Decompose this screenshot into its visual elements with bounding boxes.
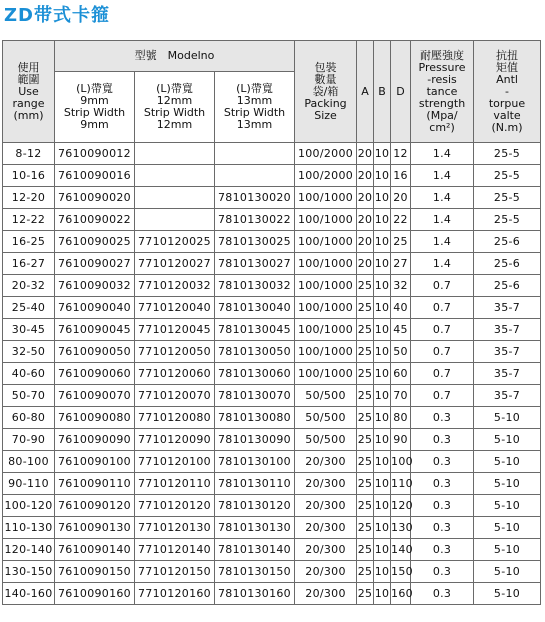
cell-torque: 25-5 (474, 165, 541, 187)
cell-use-range: 16-25 (3, 231, 55, 253)
cell-d: 160 (391, 583, 411, 605)
cell-pressure: 1.4 (411, 187, 474, 209)
table-row (3, 275, 541, 297)
cell-b: 10 (374, 341, 391, 363)
cell-use-range: 8-12 (3, 143, 55, 165)
cell-packing: 100/2000 (295, 165, 357, 187)
cell-model-9mm: 7610090020 (55, 187, 135, 209)
cell-b: 10 (374, 407, 391, 429)
cell-packing: 20/300 (295, 539, 357, 561)
cell-model-9mm: 7610090120 (55, 495, 135, 517)
cell-model-13mm: 7810130160 (215, 583, 295, 605)
cell-model-9mm: 7610090150 (55, 561, 135, 583)
header-b: B (374, 41, 391, 143)
cell-b: 10 (374, 275, 391, 297)
cell-model-9mm: 7610090027 (55, 253, 135, 275)
cell-torque: 25-6 (474, 253, 541, 275)
cell-b: 10 (374, 385, 391, 407)
cell-model-12mm: 7710120100 (135, 451, 215, 473)
header-pressure: 耐壓強度 Pressure -resis tance strength (Mpa/ cm²) (411, 41, 474, 143)
cell-torque: 5-10 (474, 407, 541, 429)
header-torque: 抗扭 矩值 Antl - torpue valte (N.m) (474, 41, 541, 143)
cell-use-range: 20-32 (3, 275, 55, 297)
cell-model-13mm: 7810130120 (215, 495, 295, 517)
cell-model-12mm: 7710120160 (135, 583, 215, 605)
cell-model-13mm: 7810130130 (215, 517, 295, 539)
cell-pressure: 0.3 (411, 429, 474, 451)
cell-pressure: 0.3 (411, 451, 474, 473)
cell-a: 25 (357, 539, 374, 561)
cell-d: 80 (391, 407, 411, 429)
cell-model-13mm: 7810130100 (215, 451, 295, 473)
cell-model-12mm: 7710120140 (135, 539, 215, 561)
cell-model-9mm: 7610090022 (55, 209, 135, 231)
cell-torque: 25-6 (474, 231, 541, 253)
cell-use-range: 16-27 (3, 253, 55, 275)
table-row (3, 209, 541, 231)
cell-d: 120 (391, 495, 411, 517)
cell-model-13mm: 7810130045 (215, 319, 295, 341)
cell-torque: 5-10 (474, 517, 541, 539)
table-row (3, 231, 541, 253)
cell-a: 20 (357, 231, 374, 253)
cell-torque: 25-5 (474, 143, 541, 165)
cell-pressure: 0.7 (411, 297, 474, 319)
table-row (3, 561, 541, 583)
cell-d: 130 (391, 517, 411, 539)
cell-torque: 5-10 (474, 583, 541, 605)
cell-torque: 35-7 (474, 385, 541, 407)
cell-model-12mm: 7710120027 (135, 253, 215, 275)
cell-torque: 5-10 (474, 495, 541, 517)
cell-b: 10 (374, 143, 391, 165)
cell-model-13mm: 7810130140 (215, 539, 295, 561)
cell-use-range: 120-140 (3, 539, 55, 561)
cell-use-range: 60-80 (3, 407, 55, 429)
cell-d: 22 (391, 209, 411, 231)
cell-model-12mm (135, 143, 215, 165)
cell-a: 25 (357, 363, 374, 385)
cell-model-9mm: 7610090060 (55, 363, 135, 385)
cell-packing: 100/1000 (295, 253, 357, 275)
cell-pressure: 1.4 (411, 209, 474, 231)
cell-use-range: 12-20 (3, 187, 55, 209)
cell-model-9mm: 7610090040 (55, 297, 135, 319)
cell-packing: 100/1000 (295, 341, 357, 363)
cell-packing: 100/2000 (295, 143, 357, 165)
cell-use-range: 100-120 (3, 495, 55, 517)
cell-torque: 25-5 (474, 209, 541, 231)
cell-model-12mm (135, 209, 215, 231)
header-a: A (357, 41, 374, 143)
cell-model-12mm: 7710120060 (135, 363, 215, 385)
cell-model-9mm: 7610090160 (55, 583, 135, 605)
cell-use-range: 25-40 (3, 297, 55, 319)
cell-a: 20 (357, 253, 374, 275)
cell-pressure: 0.3 (411, 407, 474, 429)
cell-pressure: 0.3 (411, 561, 474, 583)
cell-a: 25 (357, 517, 374, 539)
cell-a: 25 (357, 275, 374, 297)
cell-packing: 100/1000 (295, 319, 357, 341)
cell-torque: 5-10 (474, 561, 541, 583)
cell-a: 25 (357, 473, 374, 495)
cell-model-13mm: 7810130070 (215, 385, 295, 407)
cell-d: 70 (391, 385, 411, 407)
cell-model-9mm: 7610090025 (55, 231, 135, 253)
cell-pressure: 0.3 (411, 539, 474, 561)
cell-d: 27 (391, 253, 411, 275)
table-row (3, 165, 541, 187)
cell-model-9mm: 7610090110 (55, 473, 135, 495)
cell-model-12mm: 7710120080 (135, 407, 215, 429)
cell-b: 10 (374, 187, 391, 209)
cell-d: 12 (391, 143, 411, 165)
cell-model-13mm: 7810130150 (215, 561, 295, 583)
cell-pressure: 0.7 (411, 363, 474, 385)
header-packing: 包裝 數量 袋/箱 Packing Size (295, 41, 357, 143)
cell-torque: 5-10 (474, 473, 541, 495)
cell-d: 25 (391, 231, 411, 253)
table-row (3, 539, 541, 561)
cell-pressure: 0.7 (411, 275, 474, 297)
cell-packing: 20/300 (295, 473, 357, 495)
cell-b: 10 (374, 517, 391, 539)
cell-d: 90 (391, 429, 411, 451)
cell-d: 150 (391, 561, 411, 583)
header-row-top (3, 41, 541, 72)
cell-a: 25 (357, 583, 374, 605)
table-row (3, 583, 541, 605)
cell-a: 25 (357, 297, 374, 319)
cell-packing: 50/500 (295, 385, 357, 407)
cell-model-13mm: 7810130025 (215, 231, 295, 253)
cell-model-9mm: 7610090016 (55, 165, 135, 187)
cell-b: 10 (374, 297, 391, 319)
cell-packing: 20/300 (295, 517, 357, 539)
cell-a: 25 (357, 495, 374, 517)
cell-packing: 100/1000 (295, 275, 357, 297)
cell-model-13mm: 7810130027 (215, 253, 295, 275)
cell-a: 25 (357, 451, 374, 473)
cell-model-13mm: 7810130050 (215, 341, 295, 363)
cell-pressure: 1.4 (411, 231, 474, 253)
cell-model-12mm: 7710120032 (135, 275, 215, 297)
cell-a: 25 (357, 319, 374, 341)
cell-d: 45 (391, 319, 411, 341)
cell-packing: 100/1000 (295, 187, 357, 209)
spec-table (2, 40, 541, 605)
cell-model-9mm: 7610090012 (55, 143, 135, 165)
cell-model-13mm: 7810130020 (215, 187, 295, 209)
cell-packing: 20/300 (295, 451, 357, 473)
cell-model-12mm: 7710120090 (135, 429, 215, 451)
cell-use-range: 40-60 (3, 363, 55, 385)
header-d: D (391, 41, 411, 143)
cell-use-range: 140-160 (3, 583, 55, 605)
cell-use-range: 110-130 (3, 517, 55, 539)
cell-d: 110 (391, 473, 411, 495)
cell-model-12mm: 7710120110 (135, 473, 215, 495)
cell-d: 100 (391, 451, 411, 473)
cell-model-12mm (135, 165, 215, 187)
header-strip-13: (L)帶寬 13mm Strip Width 13mm (215, 72, 295, 143)
cell-b: 10 (374, 165, 391, 187)
cell-d: 40 (391, 297, 411, 319)
cell-model-13mm: 7810130060 (215, 363, 295, 385)
cell-b: 10 (374, 451, 391, 473)
table-row (3, 407, 541, 429)
cell-model-9mm: 7610090050 (55, 341, 135, 363)
table-row (3, 363, 541, 385)
cell-d: 50 (391, 341, 411, 363)
cell-model-13mm: 7810130040 (215, 297, 295, 319)
cell-model-12mm: 7710120070 (135, 385, 215, 407)
cell-use-range: 50-70 (3, 385, 55, 407)
cell-use-range: 130-150 (3, 561, 55, 583)
cell-torque: 5-10 (474, 451, 541, 473)
table-row (3, 143, 541, 165)
cell-b: 10 (374, 209, 391, 231)
header-use-range: 使用 範圍 Use range (mm) (3, 41, 55, 143)
cell-a: 20 (357, 187, 374, 209)
cell-b: 10 (374, 473, 391, 495)
table-row (3, 341, 541, 363)
cell-model-9mm: 7610090045 (55, 319, 135, 341)
cell-b: 10 (374, 561, 391, 583)
cell-model-9mm: 7610090130 (55, 517, 135, 539)
cell-pressure: 1.4 (411, 143, 474, 165)
table-row (3, 385, 541, 407)
cell-model-13mm: 7810130080 (215, 407, 295, 429)
table-row (3, 253, 541, 275)
cell-model-12mm: 7710120050 (135, 341, 215, 363)
cell-a: 20 (357, 209, 374, 231)
cell-d: 20 (391, 187, 411, 209)
cell-model-12mm: 7710120040 (135, 297, 215, 319)
page-title: ZD带式卡箍 (4, 5, 110, 26)
cell-model-12mm: 7710120150 (135, 561, 215, 583)
header-strip-9: (L)帶寬 9mm Strip Width 9mm (55, 72, 135, 143)
cell-packing: 100/1000 (295, 231, 357, 253)
cell-b: 10 (374, 539, 391, 561)
cell-use-range: 30-45 (3, 319, 55, 341)
cell-packing: 50/500 (295, 407, 357, 429)
cell-pressure: 0.7 (411, 319, 474, 341)
cell-model-9mm: 7610090080 (55, 407, 135, 429)
cell-packing: 50/500 (295, 429, 357, 451)
header-strip-12: (L)帶寬 12mm Strip Width 12mm (135, 72, 215, 143)
cell-pressure: 0.3 (411, 495, 474, 517)
cell-b: 10 (374, 495, 391, 517)
cell-model-9mm: 7610090100 (55, 451, 135, 473)
cell-torque: 25-6 (474, 275, 541, 297)
cell-a: 25 (357, 341, 374, 363)
table-row (3, 297, 541, 319)
cell-torque: 35-7 (474, 341, 541, 363)
cell-b: 10 (374, 231, 391, 253)
cell-use-range: 80-100 (3, 451, 55, 473)
cell-model-9mm: 7610090032 (55, 275, 135, 297)
cell-a: 25 (357, 429, 374, 451)
cell-pressure: 0.7 (411, 385, 474, 407)
table-body (3, 143, 541, 605)
cell-pressure: 0.3 (411, 583, 474, 605)
cell-pressure: 0.7 (411, 341, 474, 363)
cell-b: 10 (374, 363, 391, 385)
cell-model-12mm: 7710120025 (135, 231, 215, 253)
cell-a: 20 (357, 165, 374, 187)
cell-model-12mm: 7710120120 (135, 495, 215, 517)
cell-a: 25 (357, 561, 374, 583)
cell-packing: 20/300 (295, 495, 357, 517)
table-row (3, 187, 541, 209)
cell-model-12mm: 7710120130 (135, 517, 215, 539)
header-model: 型號 Modelno (55, 41, 295, 72)
cell-torque: 5-10 (474, 539, 541, 561)
table-row (3, 495, 541, 517)
cell-use-range: 12-22 (3, 209, 55, 231)
table-row (3, 319, 541, 341)
cell-packing: 100/1000 (295, 209, 357, 231)
table-row (3, 473, 541, 495)
cell-torque: 35-7 (474, 297, 541, 319)
cell-a: 25 (357, 385, 374, 407)
cell-pressure: 1.4 (411, 165, 474, 187)
cell-packing: 100/1000 (295, 297, 357, 319)
cell-packing: 20/300 (295, 561, 357, 583)
cell-use-range: 70-90 (3, 429, 55, 451)
cell-packing: 20/300 (295, 583, 357, 605)
cell-model-13mm: 7810130090 (215, 429, 295, 451)
cell-use-range: 10-16 (3, 165, 55, 187)
cell-model-13mm (215, 143, 295, 165)
cell-use-range: 90-110 (3, 473, 55, 495)
cell-b: 10 (374, 583, 391, 605)
cell-model-12mm (135, 187, 215, 209)
cell-model-9mm: 7610090090 (55, 429, 135, 451)
cell-model-13mm: 7810130032 (215, 275, 295, 297)
cell-torque: 35-7 (474, 363, 541, 385)
table-row (3, 517, 541, 539)
cell-a: 25 (357, 407, 374, 429)
cell-model-13mm: 7810130022 (215, 209, 295, 231)
cell-d: 32 (391, 275, 411, 297)
cell-model-9mm: 7610090140 (55, 539, 135, 561)
cell-pressure: 0.3 (411, 517, 474, 539)
cell-model-9mm: 7610090070 (55, 385, 135, 407)
cell-torque: 25-5 (474, 187, 541, 209)
cell-use-range: 32-50 (3, 341, 55, 363)
cell-model-12mm: 7710120045 (135, 319, 215, 341)
cell-torque: 35-7 (474, 319, 541, 341)
cell-d: 60 (391, 363, 411, 385)
cell-b: 10 (374, 429, 391, 451)
cell-pressure: 1.4 (411, 253, 474, 275)
cell-torque: 5-10 (474, 429, 541, 451)
table-row (3, 429, 541, 451)
table-row (3, 451, 541, 473)
cell-d: 140 (391, 539, 411, 561)
cell-b: 10 (374, 253, 391, 275)
cell-model-13mm (215, 165, 295, 187)
cell-d: 16 (391, 165, 411, 187)
cell-model-13mm: 7810130110 (215, 473, 295, 495)
cell-b: 10 (374, 319, 391, 341)
cell-packing: 100/1000 (295, 363, 357, 385)
cell-a: 20 (357, 143, 374, 165)
cell-pressure: 0.3 (411, 473, 474, 495)
